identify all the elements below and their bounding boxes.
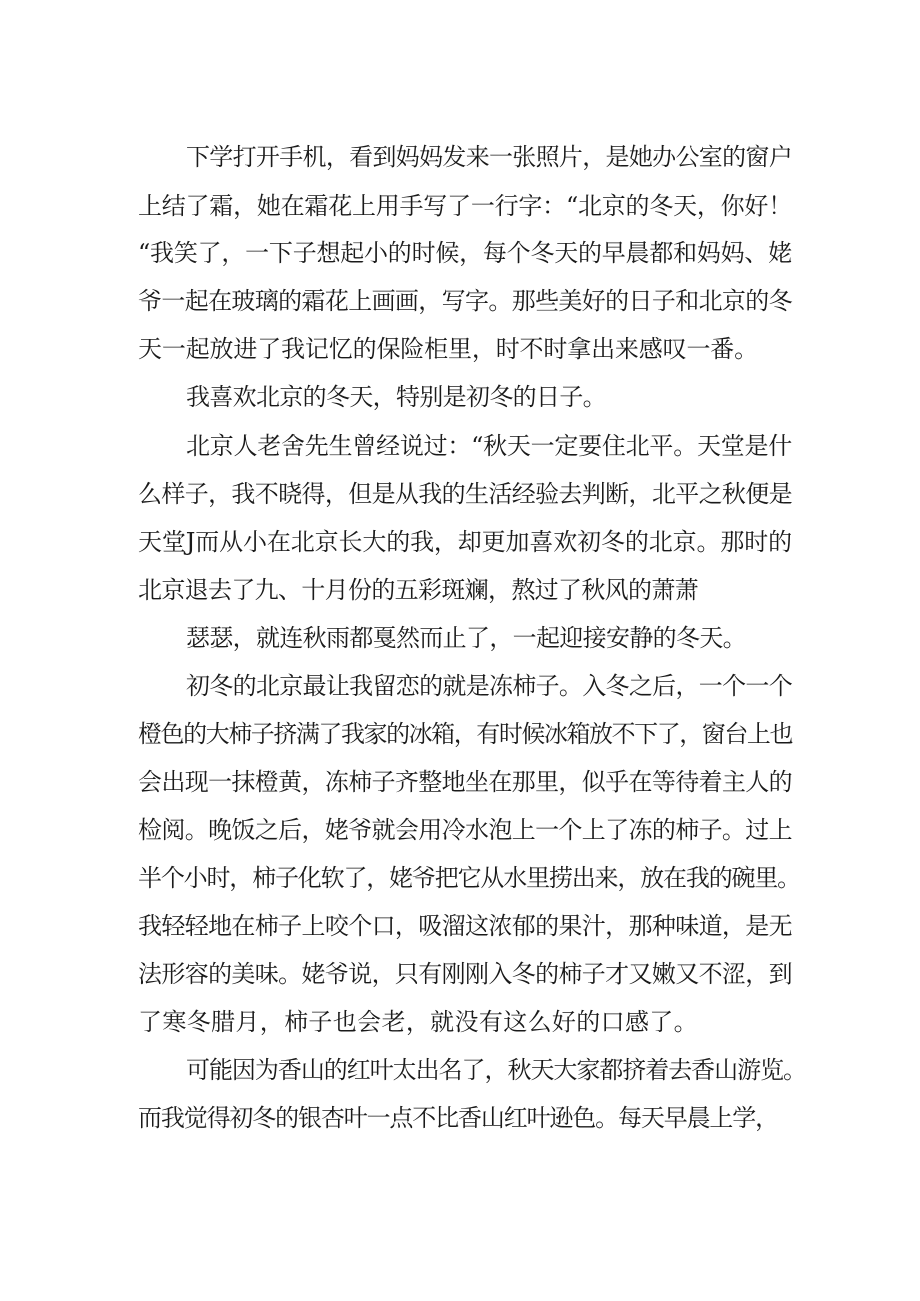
text-line: 我轻轻地在柿子上咬个口，吸溜这浓郁的果汁，那种味道，是无 (138, 912, 792, 940)
text-line: 我喜欢北京的冬天，特别是初冬的日子。 (186, 383, 606, 411)
text-line: 爷一起在玻璃的霜花上画画，写字。那些美好的日子和北京的冬 (138, 287, 792, 315)
text-line: 下学打开手机，看到妈妈发来一张照片，是她办公室的窗户 (186, 143, 792, 171)
text-line: “我笑了，一下子想起小的时候，每个冬天的早晨都和妈妈、姥 (138, 239, 792, 267)
text-line: 北京退去了九、十月份的五彩斑斓，熬过了秋风的萧萧 (138, 576, 698, 604)
text-line: 天一起放进了我记忆的保险柜里，时不时拿出来感叹一番。 (138, 335, 758, 363)
text-line: 么样子，我不晓得，但是从我的生活经验去判断，北平之秋便是 (138, 480, 792, 508)
text-line: 初冬的北京最让我留恋的就是冻柿子。入冬之后，一个一个 (186, 672, 792, 700)
text-line: 了寒冬腊月，柿子也会老，就没有这么好的口感了。 (138, 1008, 698, 1036)
text-line: 半个小时，柿子化软了，姥爷把它从水里捞出来，放在我的碗里。 (138, 864, 800, 892)
text-line: 可能因为香山的红叶太出名了，秋天大家都挤着去香山游览。 (186, 1056, 806, 1084)
text-line: 瑟瑟，就连秋雨都戛然而止了，一起迎接安静的冬天。 (186, 624, 746, 652)
text-line: 会出现一抹橙黄，冻柿子齐整地坐在那里，似乎在等待着主人的 (138, 768, 792, 796)
text-line: 法形容的美味。姥爷说，只有刚刚入冬的柿子才又嫩又不涩，到 (138, 960, 792, 988)
text-line: 检阅。晚饭之后，姥爷就会用冷水泡上一个上了冻的柿子。过上 (138, 816, 792, 844)
text-line: 北京人老舍先生曾经说过：“秋天一定要住北平。天堂是什 (186, 432, 792, 460)
text-line: 天堂J而从小在北京长大的我，却更加喜欢初冬的北京。那时的 (138, 528, 792, 556)
text-line: 而我觉得初冬的银杏叶一点不比香山红叶逊色。每天早晨上学， (138, 1104, 778, 1132)
text-line: 上结了霜，她在霜花上用手写了一行字：“北京的冬天，你好！ (138, 192, 792, 220)
text-line: 橙色的大柿子挤满了我家的冰箱，有时候冰箱放不下了，窗台上也 (138, 720, 792, 748)
